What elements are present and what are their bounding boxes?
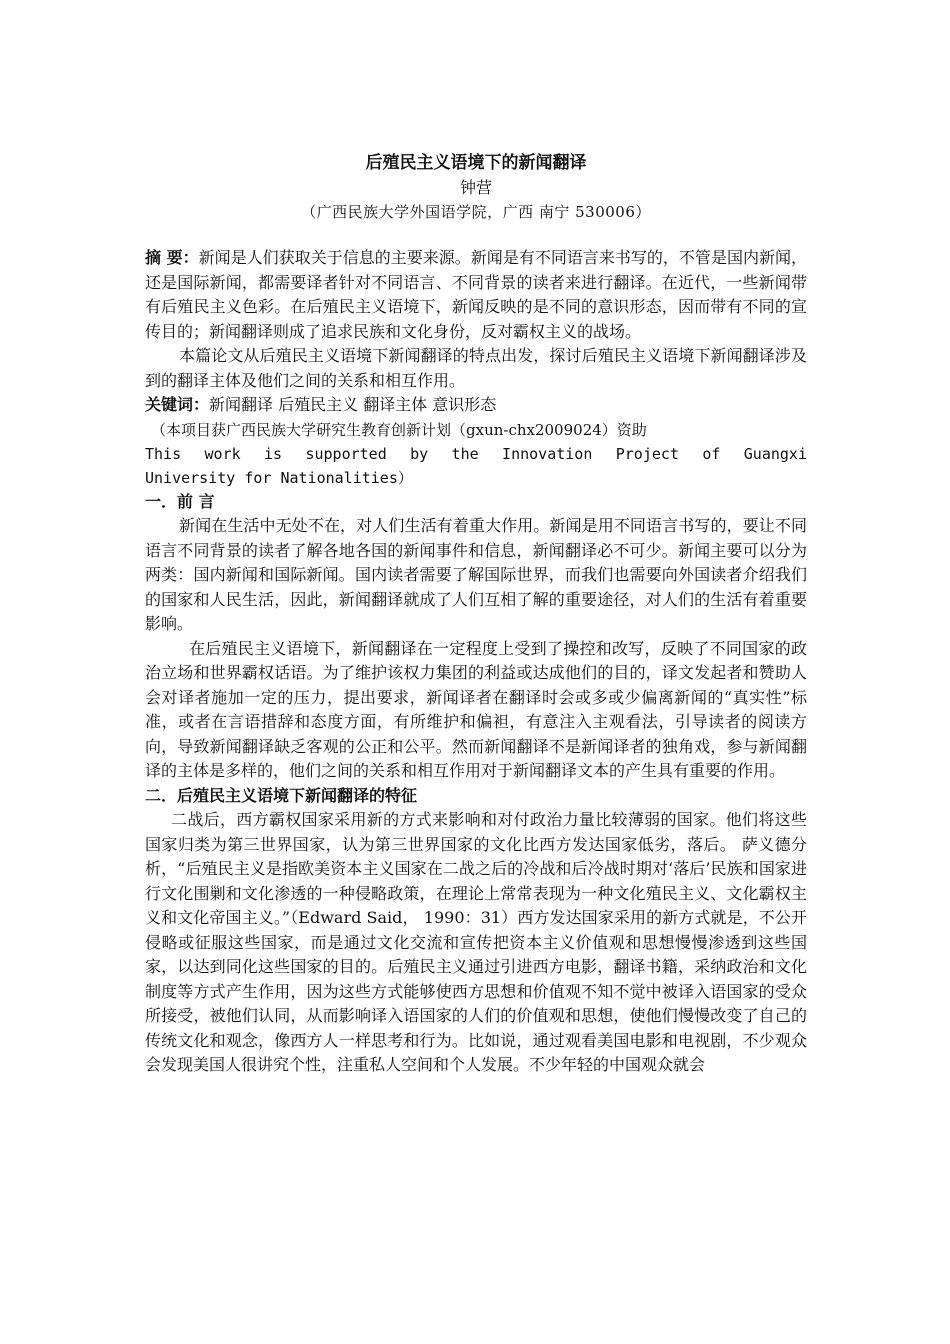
abstract: [145, 246, 807, 344]
keywords-label: 关键词：: [145, 395, 210, 414]
keywords: [145, 393, 807, 418]
section-2-heading: 二．后殖民主义语境下新闻翻译的特征: [145, 785, 418, 805]
section-1-paragraph-1: 新闻在生活中无处不在，对人们生活有着重大作用。新闻是用不同语言书写的，要让不同语言不同背景的读者了解各地各国的新闻事件和信息，新闻翻译必不可少。新闻主要可以分为两类：国内新闻和国际新闻。国内读者需要了解国际世界，而我们也需要向外国读者介绍我们的国家和人民生活，因此，新闻翻译就成了人们互相了解的重要途径，对人们的生活有着重要影响。: [145, 516, 807, 633]
funding-note-en-line1: This work is supported by the Innovation Project of Guangxi: [145, 444, 807, 463]
funding-note-zh: （本项目获广西民族大学研究生教育创新计划（gxun-chx2009024）资助: [151, 420, 647, 439]
keywords-text: 新闻翻译 后殖民主义 翻译主体 意识形态: [209, 395, 497, 414]
funding-note-en-line2: University for Nationalities）: [145, 468, 413, 487]
abstract-label: 摘 要：: [145, 248, 199, 267]
paper-title: 后殖民主义语境下的新闻翻译: [365, 153, 587, 173]
page: [145, 150, 807, 1078]
abstract-paragraph-2: 本篇论文从后殖民主义语境下新闻翻译的特点出发，探讨后殖民主义语境下新闻翻译涉及到的翻译主体及他们之间的关系和相互作用。: [145, 346, 807, 390]
section-2-paragraph-1: 二战后，西方霸权国家采用新的方式来影响和对付政治力量比较薄弱的国家。他们将这些国家归类为第三世界国家，认为第三世界国家的文化比西方发达国家低劣，落后。 萨义德分析，“后殖民主义是指欧美资本主义国家在二战之后的冷战和后冷战时期对‘落后’民族和国家进行文化围剿和文化渗透的一种侵略政策，在理论上常常表现为一种文化殖民主义、文化霸权主义和文化帝国主义。”（Edward Said， 1990：31）西方发达国家采用的新方式就是，不公开侵略或征服这些国家，而是通过文化交流和宣传把资本主义价值观和思想慢慢渗透到这些国家，以达到同化这些国家的目的。后殖民主义通过引进西方电影，翻译书籍，采纳政治和文化制度等方式产生作用，因为这些方式能够使西方思想和价值观不知不觉中被译入语国家的受众所接受，被他们认同，从而影响译入语国家的人们的价值观和思想，使他们慢慢改变了自己的传统文化和观念，像西方人一样思考和行为。比如说，通过观看美国电影和电视剧，不少观众会发现美国人很讲究个性，注重私人空间和个人发展。不少年轻的中国观众就会: [145, 810, 807, 1074]
author: 钟营: [459, 178, 492, 197]
abstract-text: 新闻是人们获取关于信息的主要来源。新闻是有不同语言来书写的，不管是国内新闻，还是国际新闻，都需要译者针对不同语言、不同背景的读者来进行翻译。在近代，一些新闻带有后殖民主义色彩。在后殖民主义语境下，新闻反映的是不同的意识形态，因而带有不同的宣传目的；新闻翻译则成了追求民族和文化身份，反对霸权主义的战场。: [145, 248, 807, 341]
section-1-paragraph-2: 在后殖民主义语境下，新闻翻译在一定程度上受到了操控和改写，反映了不同国家的政治立场和世界霸权话语。为了维护该权力集团的利益或达成他们的目的，译文发起者和赞助人会对译者施加一定的压力，提出要求，新闻译者在翻译时会或多或少偏离新闻的“真实性”标准，或者在言语措辞和态度方面，有所维护和偏袒，有意注入主观看法，引导读者的阅读方向，导致新闻翻译缺乏客观的公正和公平。然而新闻翻译不是新闻译者的独角戏，参与新闻翻译的主体是多样的，他们之间的关系和相互作用对于新闻翻译文本的产生具有重要的作用。: [145, 638, 807, 780]
affiliation: （广西民族大学外国语学院，广西 南宁 530006）: [301, 203, 651, 221]
section-1-heading: 一．前 言: [145, 491, 215, 511]
